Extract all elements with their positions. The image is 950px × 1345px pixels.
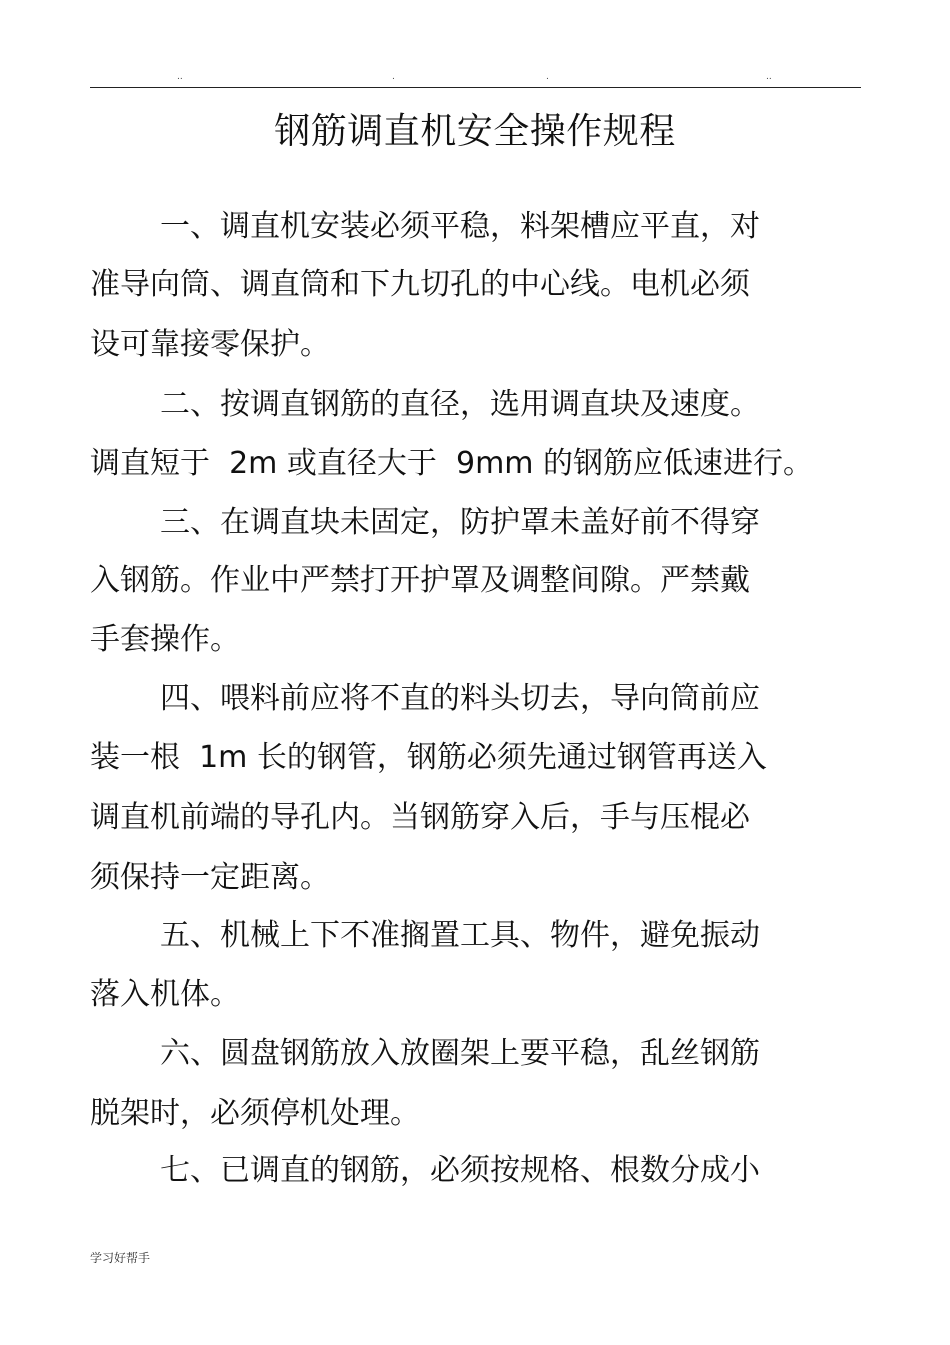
document-title: 钢筋调直机安全操作规程 <box>274 111 676 152</box>
paragraph-line: 三、在调直块未固定，防护罩未盖好前不得穿 <box>160 505 760 540</box>
paragraph-line: 装一根 1m 长的钢管，钢筋必须先通过钢管再送入 <box>90 740 767 775</box>
paragraph-line: 一、调直机安装必须平稳，料架槽应平直，对 <box>160 209 760 244</box>
header-rule <box>90 87 861 88</box>
header-mark: .. <box>766 72 772 82</box>
paragraph-line: 四、喂料前应将不直的料头切去，导向筒前应 <box>160 681 760 716</box>
paragraph-line: 手套操作。 <box>90 622 240 657</box>
paragraph-line: 六、圆盘钢筋放入放圈架上要平稳，乱丝钢筋 <box>160 1036 760 1071</box>
paragraph-line: 须保持一定距离。 <box>90 860 330 895</box>
paragraph-line: 调直机前端的导孔内。当钢筋穿入后，手与压棍必 <box>90 800 750 835</box>
header-mark: . <box>392 72 395 82</box>
header-mark: . <box>546 72 549 82</box>
paragraph-line: 准导向筒、调直筒和下九切孔的中心线。电机必须 <box>90 267 750 302</box>
paragraph-line: 五、机械上下不准搁置工具、物件，避免振动 <box>160 918 760 953</box>
paragraph-line: 七、已调直的钢筋，必须按规格、根数分成小 <box>160 1153 760 1188</box>
paragraph-line: 落入机体。 <box>90 977 240 1012</box>
paragraph-line: 调直短于 2m 或直径大于 9mm 的钢筋应低速进行。 <box>90 446 814 481</box>
paragraph-line: 设可靠接零保护。 <box>90 327 330 362</box>
paragraph-line: 脱架时，必须停机处理。 <box>90 1096 420 1131</box>
paragraph-line: 入钢筋。作业中严禁打开护罩及调整间隙。严禁戴 <box>90 563 750 598</box>
header-mark: .. <box>177 72 183 82</box>
footer-text: 学习好帮手 <box>90 1251 151 1265</box>
paragraph-line: 二、按调直钢筋的直径，选用调直块及速度。 <box>160 387 760 422</box>
